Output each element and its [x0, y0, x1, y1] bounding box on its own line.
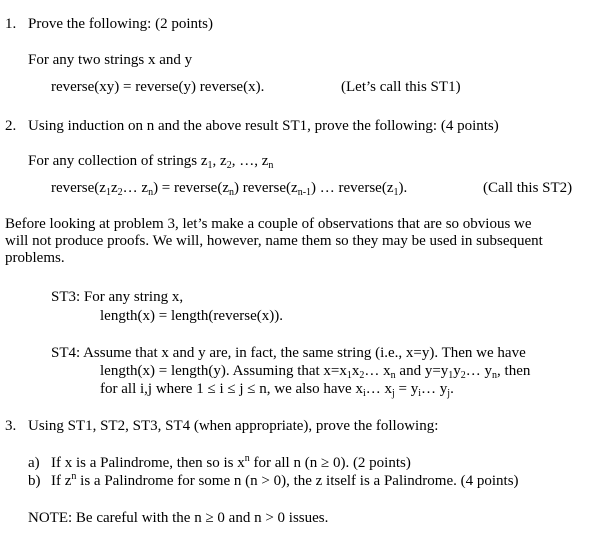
observations-paragraph: Before looking at problem 3, let’s make a couple of observations that are so obvious we will not produce proofs. We will, however, name them so they may be used in subsequent problems. — [5, 216, 543, 266]
problem-3b-label: b) — [28, 473, 41, 489]
st3-formula: length(x) = length(reverse(x)). — [100, 308, 283, 324]
problem-1-formula: reverse(xy) = reverse(y) reverse(x). — [51, 79, 265, 95]
problem-3-number: 3. — [5, 418, 17, 434]
problem-1-intro: For any two strings x and y — [28, 52, 193, 68]
problem-1-number: 1. — [5, 16, 17, 32]
problem-1-note: (Let’s call this ST1) — [341, 79, 461, 95]
problem-3-note: NOTE: Be careful with the n ≥ 0 and n > 0 issues. — [28, 510, 329, 526]
st4-line-3: for all i,j where 1 ≤ i ≤ j ≤ n, we also have $x_i\dots$ $x_j$ = $y_i\dots$ $y_j$. — [100, 381, 454, 399]
problem-2-note: (Call this ST2) — [483, 180, 573, 196]
problem-1-title: Prove the following: (2 points) — [28, 16, 213, 32]
problem-3-title: Using ST1, ST2, ST3, ST4 (when appropriate), prove the following: — [28, 418, 439, 434]
problem-2-title: Using induction on n and the above result ST1, prove the following: (4 points) — [28, 118, 499, 134]
problem-3b-text: If $z^n$ is a Palindrome for some n (n > 0), the z itself is a Palindrome. (4 points) — [51, 471, 519, 489]
st4-line-1: ST4: Assume that x and y are, in fact, the same string (i.e., x=y). Then we have — [51, 345, 526, 361]
problem-3a-text: If x is a Palindrome, then so is $x^n$ for all n (n ≥ 0). (2 points) — [51, 453, 411, 471]
st3-label: ST3: For any string x, — [51, 289, 184, 305]
st4-line-2: length(x) = length(y). Assuming that $x=x_1x_2\dots$ $x_n$ and $y=y_1y_2\dots$ $y_n$, then — [100, 363, 531, 381]
problem-3a-label: a) — [28, 455, 40, 471]
problem-2-formula: $reverse(z_1z_2\dots$ $z_n$) = $reverse(z_n)$ $reverse(z_{n-1})$ … $reverse(z_1)$. — [51, 180, 408, 198]
problem-2-intro: For any collection of strings $z_1$, $z_2$, …, $z_n$ — [28, 153, 274, 171]
problem-2-number: 2. — [5, 118, 17, 134]
